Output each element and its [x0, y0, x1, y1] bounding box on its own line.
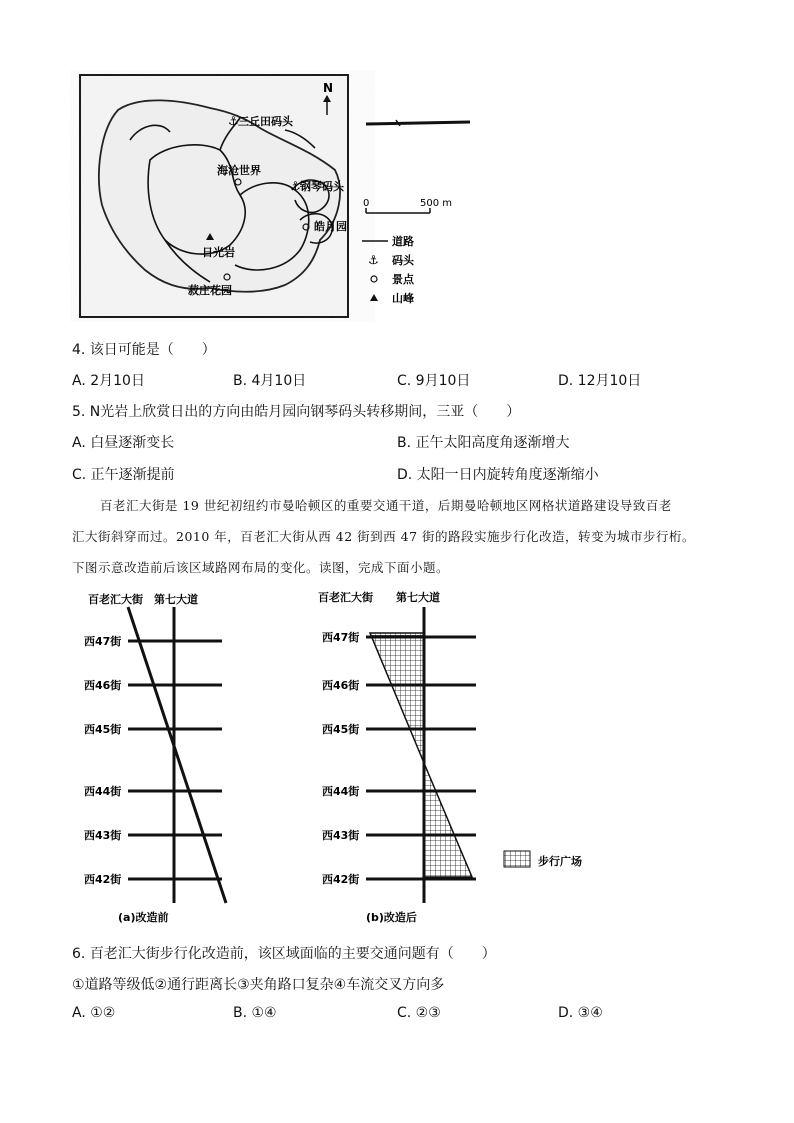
left-street-47: 西47街 [84, 635, 122, 648]
legend-peak: 山峰 [392, 292, 414, 305]
north-label: N [323, 81, 334, 95]
q5-option-d[interactable]: D. 太阳一日内旋转角度逐渐缩小 [397, 467, 599, 483]
left-street-42: 西42街 [84, 873, 122, 886]
q6-stem: 6. 百老汇大街步行化改造前，该区域面临的主要交通问题有（ ） [72, 946, 496, 962]
plaza-legend-label: 步行广场 [538, 855, 582, 868]
place-riguangyan: 日光岩 [202, 246, 235, 259]
left-header-seventh: 第七大道 [154, 593, 198, 606]
right-grid [366, 607, 476, 903]
q6-option-b[interactable]: B. ①④ [233, 1005, 277, 1021]
q6-option-d[interactable]: D. ③④ [558, 1005, 603, 1021]
right-street-42: 西42街 [322, 873, 360, 886]
place-sanqiutian: 三丘田码头 [238, 115, 293, 128]
road-network-figure [70, 585, 630, 930]
q4-option-a[interactable]: A. 2月10日 [72, 373, 145, 389]
right-header-seventh: 第七大道 [396, 591, 440, 604]
legend-spot: 景点 [392, 273, 414, 286]
left-header-broadway: 百老汇大街 [88, 593, 143, 606]
right-street-43: 西43街 [322, 829, 360, 842]
anchor-icon: ⚓ [228, 114, 239, 128]
pedestrian-plaza-north [370, 633, 424, 763]
legend-peak-icon [370, 294, 378, 301]
q5-option-b[interactable]: B. 正午太阳高度角逐渐增大 [397, 435, 570, 451]
q6-option-c[interactable]: C. ②③ [397, 1005, 441, 1021]
left-street-44: 西44街 [84, 785, 122, 798]
scale-label: 500 m [420, 198, 453, 209]
q4-option-b[interactable]: B. 4月10日 [233, 373, 307, 389]
left-street-46: 西46街 [84, 679, 122, 692]
q6-items: ①道路等级低②通行距离长③夹角路口复杂④车流交叉方向多 [72, 977, 445, 993]
left-street-45: 西45街 [84, 723, 122, 736]
legend-spot-icon [371, 276, 377, 282]
right-header-broadway: 百老汇大街 [318, 591, 373, 604]
passage-line-1: 百老汇大街是 19 世纪初纽约市曼哈顿区的重要交通干道，后期曼哈顿地区网格状道路建设导致百老 [100, 498, 672, 513]
scale-mark [366, 122, 470, 124]
pedestrian-plaza-south [424, 763, 472, 877]
passage-line-2: 汇大街斜穿而过。2010 年，百老汇大街从西 42 街到西 47 街的路段实施步行化改造，转变为城市步行桁。 [72, 529, 695, 544]
right-street-45: 西45街 [322, 723, 360, 736]
q4-option-d[interactable]: D. 12月10日 [558, 373, 642, 389]
broadway-diagonal [128, 607, 226, 903]
right-street-46: 西46街 [322, 679, 360, 692]
legend-anchor-icon: ⚓ [368, 253, 379, 267]
anchor-icon: ⚓ [290, 179, 301, 193]
q4-option-c[interactable]: C. 9月10日 [397, 373, 471, 389]
caption-b: (b)改造后 [366, 911, 417, 924]
q5-stem: 5. N光岩上欣赏日出的方向由皓月园向钢琴码头转移期间，三亚（ ） [72, 404, 521, 420]
right-street-47: 西47街 [322, 631, 360, 644]
left-street-43: 西43街 [84, 829, 122, 842]
left-grid [128, 607, 226, 903]
legend-pier: 码头 [392, 254, 414, 267]
place-gangqinmatou: 钢琴码头 [300, 180, 344, 193]
right-street-44: 西44街 [322, 785, 360, 798]
plaza-legend-swatch [504, 851, 530, 867]
q5-option-c[interactable]: C. 正午逐渐提前 [72, 467, 175, 483]
passage-line-3: 下图示意改造前后该区域路网布局的变化。读图，完成下面小题。 [72, 560, 450, 575]
place-shuzhuanghuayuan: 菽庄花园 [188, 284, 232, 297]
q6-option-a[interactable]: A. ①② [72, 1005, 116, 1021]
island-map [70, 70, 490, 322]
q5-option-a[interactable]: A. 白昼逐渐变长 [72, 435, 175, 451]
scale-zero: 0 [363, 198, 370, 209]
q4-stem: 4. 该日可能是（ ） [72, 342, 216, 358]
place-haicangshijie: 海沧世界 [217, 164, 261, 177]
caption-a: (a)改造前 [118, 911, 169, 924]
place-haoyueyuan: 皓月园 [314, 220, 347, 233]
legend-road: 道路 [392, 235, 414, 248]
